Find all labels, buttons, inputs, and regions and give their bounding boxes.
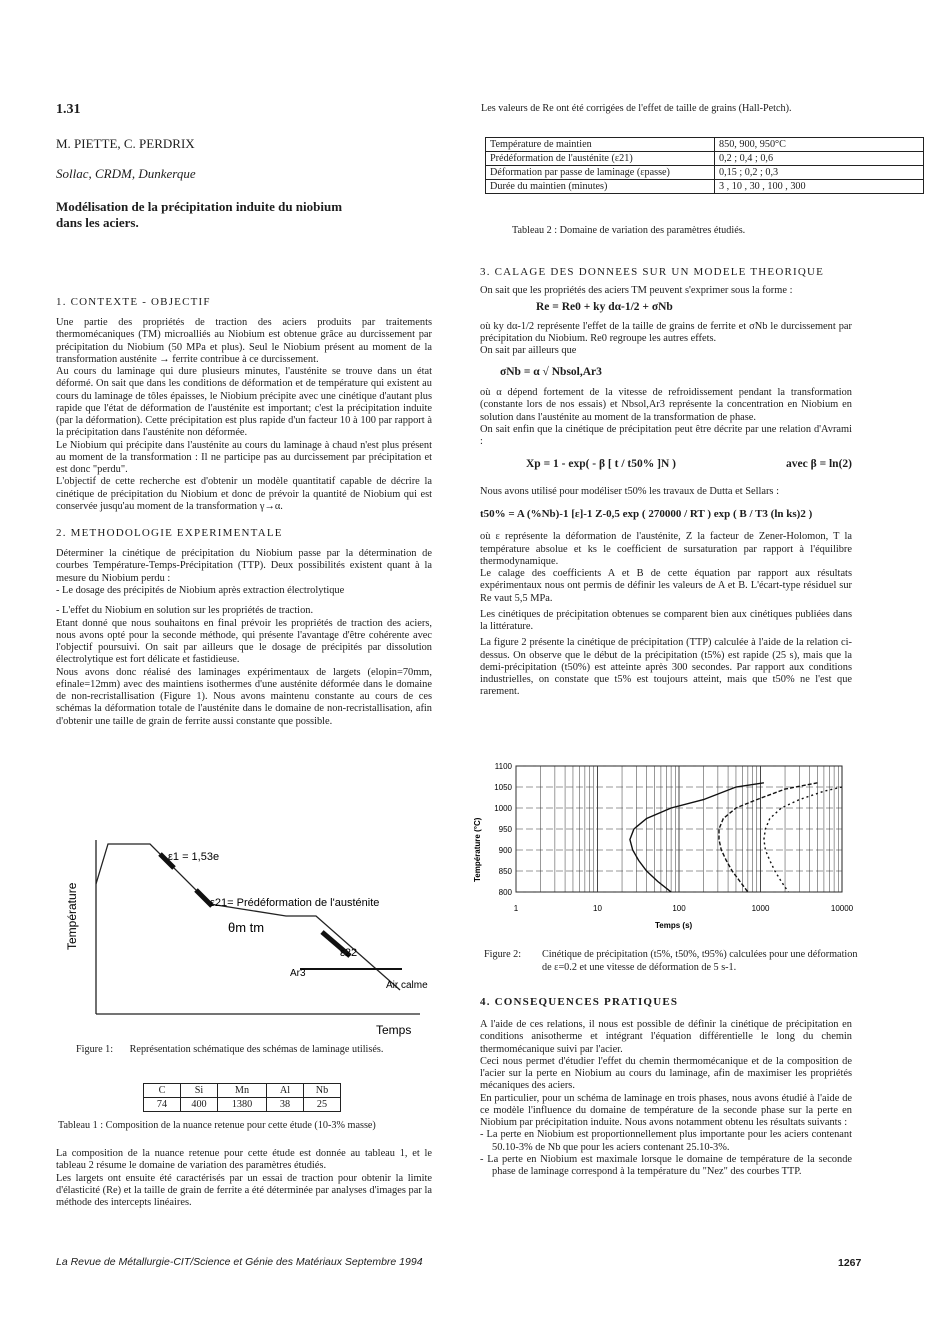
chart-xtick-label: 1000 xyxy=(751,904,770,913)
s1-paragraph-2: Au cours du laminage qui dure plusieurs minutes, l'austénite se trouve dans un état déformé. On sait que dans les conditions de déformation et de température qui existent au cours du laminage de tôles épaisses, le Niobium précipite avec une cinétique d'autant plus rapide que l'état de déformation de l'austénite est important; c'est la précipitation induite (par la déformation). Cette précipitation est plus rapide d'un facteur 10 à 100 par rapport à la précipitation dans l'austénite non déformée. xyxy=(56,366,432,439)
section-4-title: 4. CONSEQUENCES PRATIQUES xyxy=(480,996,679,1008)
chart-ytick-label: 950 xyxy=(498,825,512,834)
table-2-row xyxy=(486,180,924,194)
s4-bullet-2: - La perte en Niobium est maximale lorsque le domaine de température de la seconde phase de laminage correspond à la température du "Nez" des courbes TTP. xyxy=(480,1153,852,1178)
fig1-air-label: Air calme xyxy=(386,980,428,991)
equation-re: Re = Re0 + ky dα-1/2 + σNb xyxy=(536,301,673,314)
s2-paragraph-2: Etant donné que nous souhaitons en final prévoir les propriétés de traction des aciers, nous avons opté pour la seconde méthode, qui présente l'avantage d'être cohérente avec l'objectif poursuivi. On sait par ailleurs que le dosage de précipités par dissolution électrolytique est fort délicate et fastidieuse. xyxy=(56,617,432,666)
t2-value: 3 , 10 , 30 , 100 , 300 xyxy=(715,180,924,194)
fig2-caption-text: Cinétique de précipitation (t5%, t50%, t95%) calculées pour une déformation de ε=0.2 et une vitesse de déformation de 5 s-1. xyxy=(542,949,858,974)
t2-value: 0,2 ; 0,4 ; 0,6 xyxy=(715,152,924,166)
s4-paragraph-3: En particulier, pour un schéma de laminage en trois phases, nous avons étudié à l'aide de ce modèle l'influence du domaine de température de la seconde phase sur la perte en Niobium par précipitation induite. Nous avons notamment obtenu les résultats suivants : xyxy=(480,1092,852,1129)
chart-ytick-label: 1100 xyxy=(494,762,512,771)
table-1-header-row xyxy=(144,1084,341,1098)
chart-tick-labels xyxy=(494,762,853,913)
article-number: 1.31 xyxy=(56,102,81,117)
s4-bullet-1: - La perte en Niobium est proportionnellement plus importante pour les aciers contenant 50.10-3% de Nb que pour les aciers contenant 25.10-3%. xyxy=(480,1129,852,1153)
s4-paragraph-2: Ceci nous permet d'étudier l'effet du chemin thermomécanique et de la composition de l'acier sur la perte en Niobium au cours du laminage, afin de maximiser les propriétés mécaniques des aciers. xyxy=(480,1055,852,1092)
t2-param: Déformation par passe de laminage (εpasse) xyxy=(486,166,715,180)
affiliation: Sollac, CRDM, Dunkerque xyxy=(56,166,196,181)
chart-xtick-label: 1 xyxy=(513,904,519,913)
s3-paragraph-3: On sait par ailleurs que xyxy=(480,345,577,357)
t1-val-si: 400 xyxy=(181,1098,218,1112)
figure-2-caption xyxy=(484,948,864,975)
s3-paragraph-9: Les cinétiques de précipitation obtenues se comparent bien aux cinétiques publiées dans la littérature. xyxy=(480,608,852,633)
t1-head-al: Al xyxy=(267,1084,304,1098)
t2-param: Prédéformation de l'austénite (ε21) xyxy=(486,152,715,166)
s3-paragraph-7: où ε représente la déformation de l'austénite, Z la facteur de Zener-Holomon, T la température absolue et ks le coefficient de sursaturation par rapport à l'équilibre thermodynamique. xyxy=(480,531,852,567)
table-1-caption: Tableau 1 : Composition de la nuance retenue pour cette étude (10-3% masse) xyxy=(58,1120,376,1131)
s2-bullet-1: - Le dosage des précipités de Niobium après extraction électrolytique xyxy=(56,584,345,596)
fig1-caption-label: Figure 1: xyxy=(76,1044,114,1055)
s3-paragraph-10: La figure 2 présente la cinétique de précipitation (TTP) calculée à l'aide de la relation ci-dessus. On observe que le début de la précipitation (t5%) est rapide (25 s), mais que la demi-précipitation (t50%) est atteinte après 300 secondes. Par rapport aux conditions industrielles, on constate que t5% est toujours atteint, mais que t50% ne l'est que rarement. xyxy=(480,637,852,698)
figure-1-caption xyxy=(76,1044,383,1055)
chart-xtick-label: 10000 xyxy=(830,904,854,913)
s1-paragraph-4: L'objectif de cette recherche est d'obtenir un modèle quantitatif capable de décrire la cinétique de précipitation du Niobium et donc de prévoir la quantité de Niobium qui est conservée jusqu'au moment de la transformation γ→α. xyxy=(56,476,432,512)
right-column xyxy=(480,266,852,699)
s3-paragraph-5: On sait enfin que la cinétique de précipitation peut être décrite par une relation d'Avrami : xyxy=(480,423,852,448)
t1-val-nb: 25 xyxy=(304,1098,341,1112)
section-2-title: 2. METHODOLOGIE EXPERIMENTALE xyxy=(56,527,283,540)
table-2-row xyxy=(486,138,924,152)
s4-paragraph-1: A l'aide de ces relations, il nous est possible de définir la cinétique de précipitation en conditions anisotherme et intégrant l'équation différentielle le long du chemin thermomécanique suivi par l'acier. xyxy=(480,1018,852,1055)
equation-sigma: σNb = α √ Nbsol,Ar3 xyxy=(500,365,602,378)
right-column-bottom xyxy=(480,996,852,1178)
t2-param: Température de maintien xyxy=(486,138,715,152)
left-column xyxy=(56,296,432,728)
chart-ytick-label: 1050 xyxy=(494,783,512,792)
s1-paragraph-3: Le Niobium qui précipite dans l'austénite au cours du laminage à chaud n'est plus présent au moment de la transformation : Il ne participe pas au durcissement par précipitation et est donc "perdu". xyxy=(56,439,432,476)
t1-val-mn: 1380 xyxy=(218,1098,267,1112)
fig1-eps22-label: ε22 xyxy=(340,947,358,959)
chart-ylabel: Température (°C) xyxy=(473,817,482,882)
fig1-theta-label: θm tm xyxy=(228,920,265,935)
table-2-row xyxy=(486,152,924,166)
left-column-bottom xyxy=(56,1148,432,1209)
s3-paragraph-4: où α dépend fortement de la vitesse de refroidissement pendant la transformation (constante lors de nos essais) et Nbsol,Ar3 représente la concentration en Niobium en solution dans l'austénite au moment de la transformation de phase. xyxy=(480,387,852,423)
table-2-row xyxy=(486,166,924,180)
page-number: 1267 xyxy=(838,1257,862,1269)
t1-head-mn: Mn xyxy=(218,1084,267,1098)
title-line-2: dans les aciers. xyxy=(56,214,139,230)
t2-param: Durée du maintien (minutes) xyxy=(486,180,715,194)
section-1-title: 1. CONTEXTE - OBJECTIF xyxy=(56,296,211,308)
fig1-ylabel: Température xyxy=(65,882,79,950)
table-1 xyxy=(143,1083,341,1112)
section-3-title: 3. CALAGE DES DONNEES SUR UN MODELE THEORIQUE xyxy=(480,266,825,278)
t1-val-c: 74 xyxy=(144,1098,181,1112)
journal-footer: La Revue de Métallurgie-CIT/Science et Génie des Matériaux Septembre 1994 xyxy=(56,1256,423,1268)
t2-value: 850, 900, 950°C xyxy=(715,138,924,152)
chart-xtick-label: 10 xyxy=(593,904,602,913)
equation-t50: t50% = A (%Nb)-1 [ε]-1 Z-0,5 exp ( 270000 / RT ) exp ( B / T3 (ln ks)2 ) xyxy=(480,508,813,521)
s1-paragraph-1: Une partie des propriétés de traction des aciers produits par traitements thermomécaniques (TM) microalliés au Niobium est obtenue grâce au durcissement par précipitation du Niobium (50 MPa et plus). Seul le Niobium présent au moment de la transformation austénite → ferrite contribue à ce durcissement. xyxy=(56,316,432,365)
article-title xyxy=(56,199,342,230)
fig1-ar3-label: Ar3 xyxy=(290,968,306,979)
table-2 xyxy=(485,137,924,194)
chart-xtick-label: 100 xyxy=(672,904,686,913)
s2-paragraph-4: La composition de la nuance retenue pour cette étude est donnée au tableau 1, et le tableau 2 résume le domaine de variation des paramètres étudiés. xyxy=(56,1148,432,1172)
fig1-eps1-label: ε1 = 1,53e xyxy=(168,851,220,863)
s3-paragraph-8: Le calage des coefficients A et B de cette équation par rapport aux résultats expérimentaux nous ont permis de définir les valeurs de A et B. L'écart-type résiduel sur Re vaut 5,5 MPa. xyxy=(480,568,852,604)
chart-ytick-label: 900 xyxy=(498,846,512,855)
s2-paragraph-5: Les largets ont ensuite été caractérisés par un essai de traction pour obtenir la limite d'élasticité (Re) et la taille de grain de ferrite a été déterminée par analyses d'images par la méthode des intercepts linéaires. xyxy=(56,1172,432,1209)
fig1-xlabel: Temps xyxy=(376,1023,412,1037)
chart-ytick-label: 1000 xyxy=(494,804,512,813)
fig2-caption-label: Figure 2: xyxy=(484,949,522,960)
figure-2-ttp-chart xyxy=(470,752,862,942)
s3-paragraph-1: On sait que les propriétés des aciers TM peuvent s'exprimer sous la forme : xyxy=(480,284,793,296)
s2-bullet-2: - L'effet du Niobium en solution sur les propriétés de traction. xyxy=(56,605,314,617)
chart-grid xyxy=(516,766,842,892)
authors: M. PIETTE, C. PERDRIX xyxy=(56,136,195,151)
title-line-1: Modélisation de la précipitation induite du niobium xyxy=(56,199,343,214)
table-2-caption: Tableau 2 : Domaine de variation des paramètres étudiés. xyxy=(512,225,746,236)
chart-ytick-label: 850 xyxy=(498,867,512,876)
s3-paragraph-2: où ky dα-1/2 représente l'effet de la taille de grains de ferrite et σNb le durcissement par précipitation du Niobium. Re0 regroupe les autres effets. xyxy=(480,320,852,345)
table-1-value-row xyxy=(144,1098,341,1112)
fig1-eps21-label: ε21= Prédéformation de l'austénite xyxy=(210,897,380,909)
t1-head-c: C xyxy=(144,1084,181,1098)
t1-head-si: Si xyxy=(181,1084,218,1098)
chart-xlabel: Temps (s) xyxy=(655,921,693,930)
t1-val-al: 38 xyxy=(267,1098,304,1112)
equation-beta: avec β = ln(2) xyxy=(786,458,852,471)
chart-ytick-label: 800 xyxy=(498,888,512,897)
t2-value: 0,15 ; 0,2 ; 0,3 xyxy=(715,166,924,180)
s3-paragraph-6: Nous avons utilisé pour modéliser t50% les travaux de Dutta et Sellars : xyxy=(480,486,779,498)
fig1-caption-text: Représentation schématique des schémas de laminage utilisés. xyxy=(129,1044,384,1055)
chart-series-line-1 xyxy=(630,783,764,892)
s2-paragraph-1: Déterminer la cinétique de précipitation du Niobium passe par la détermination de courbes Température-Temps-Précipitation (TTP). Deux possibilités existent quant à la mesure du Niobium perdu : xyxy=(56,548,432,584)
s2-paragraph-3: Nous avons donc réalisé des laminages expérimentaux de largets (elopin=70mm, efinale=12mm) avec des maintiens isothermes d'une austénite déformée dans le domaine de non-recristallisation (Figure 1). Nous avons maintenu constante au cours de ces schémas la déformation totale de l'austénite dans le domaine de non-recristallisation, afin d'obtenir une taille de grain de ferrite aussi constante que possible. xyxy=(56,666,432,727)
figure-1-schematic xyxy=(60,832,430,1042)
chart-series-line-3 xyxy=(764,787,842,892)
t1-head-nb: Nb xyxy=(304,1084,341,1098)
equation-avrami: Xp = 1 - exp( - β [ t / t50% ]N ) xyxy=(526,458,676,471)
equation-avrami-row xyxy=(480,458,852,472)
hall-petch-note: Les valeurs de Re ont été corrigées de l'effet de taille de grains (Hall-Petch). xyxy=(481,103,792,114)
